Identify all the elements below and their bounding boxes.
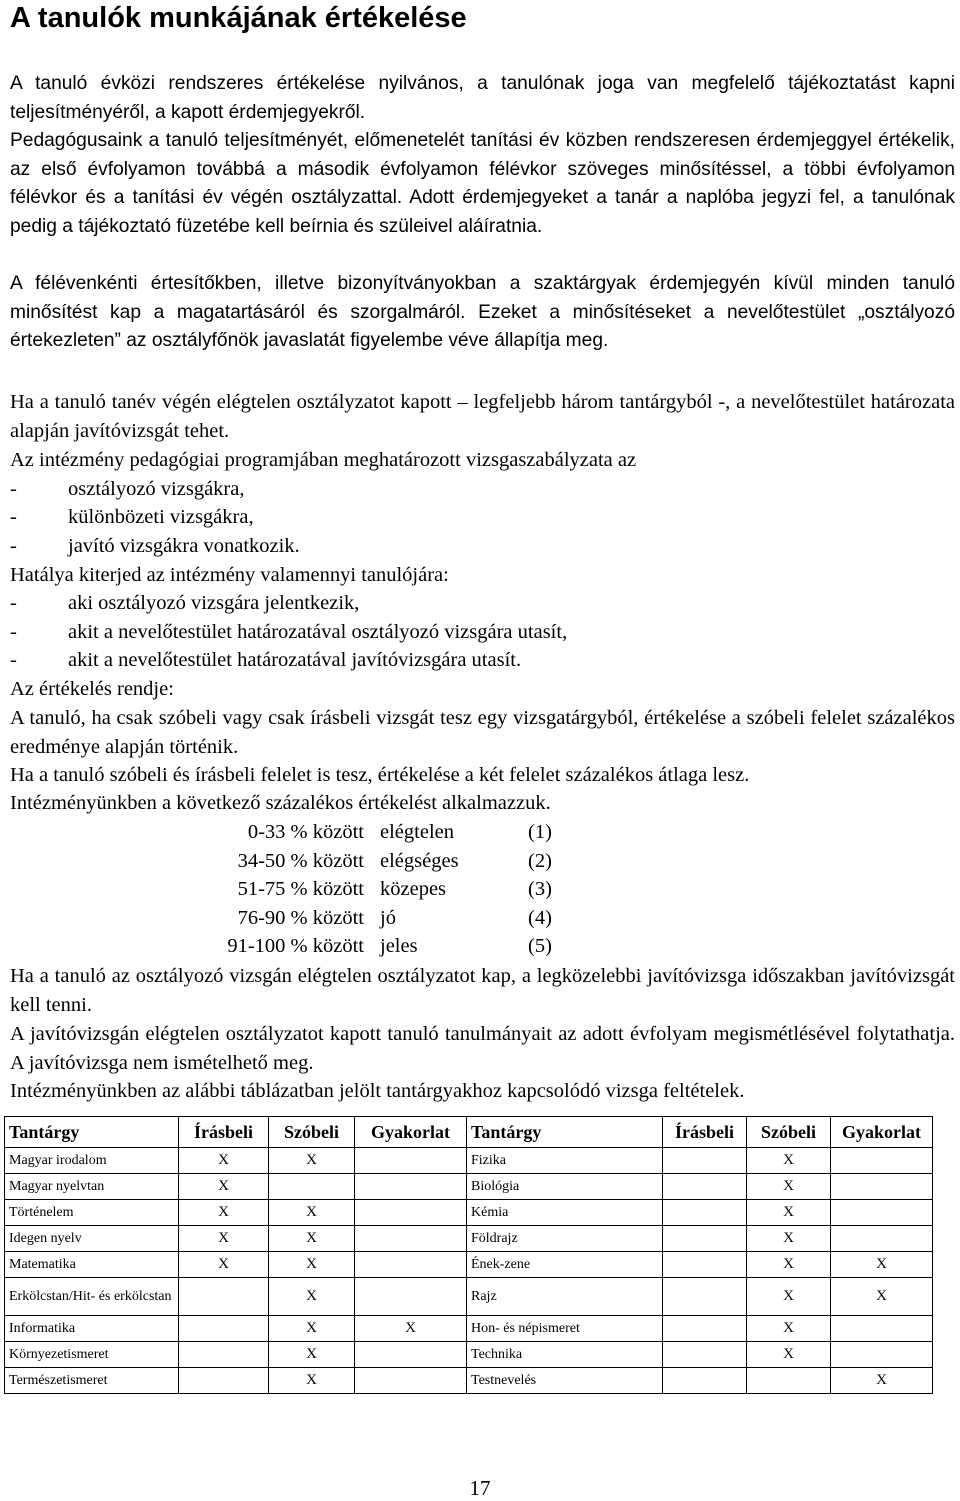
exam-type-item: - osztályozó vizsgákra, (10, 478, 245, 500)
exam-mark-cell (663, 1226, 747, 1252)
exam-mark-cell (831, 1148, 933, 1174)
exam-mark-cell (179, 1278, 269, 1316)
exam-mark-cell: X (747, 1148, 831, 1174)
exam-mark-cell (179, 1342, 269, 1368)
table-row (5, 1342, 933, 1368)
exam-mark-cell (663, 1174, 747, 1200)
subject-cell: Történelem (5, 1200, 179, 1226)
table-row (5, 1200, 933, 1226)
exam-mark-cell: X (355, 1316, 467, 1342)
exam-mark-cell (831, 1226, 933, 1252)
page-title: A tanulók munkájának értékelése (10, 2, 467, 34)
exam-type-item: - különbözeti vizsgákra, (10, 506, 254, 528)
paragraph-oral-or-written: A tanuló, ha csak szóbeli vagy csak írásbeli vizsgát tesz egy vizsgatárgyból, értékelése a szóbeli felelet százalékos eredménye alapján történik. (10, 707, 955, 758)
scope-item: - akit a nevelőtestület határozatával osztályozó vizsgára utasít, (10, 621, 568, 643)
exam-mark-cell: X (179, 1174, 269, 1200)
exam-mark-cell (831, 1342, 933, 1368)
subject-cell: Idegen nyelv (5, 1226, 179, 1252)
exam-mark-cell: X (831, 1368, 933, 1394)
exam-mark-cell (355, 1148, 467, 1174)
exam-mark-cell: X (179, 1226, 269, 1252)
exam-mark-cell: X (747, 1226, 831, 1252)
column-header: Gyakorlat (355, 1117, 467, 1148)
table-row (5, 1316, 933, 1342)
paragraph-repeat-year: A javítóvizsgán elégtelen osztályzatot kapott tanuló tanulmányait az adott évfolyam megismétlésével folytathatja. A javítóvizsga nem ismételhető meg. (10, 1023, 955, 1074)
paragraph-failing-grade: Ha a tanuló tanév végén elégtelen osztályzatot kapott – legfeljebb három tantárgyból -, a nevelőtestület határozata alapján javítóvizsgát tehet. (10, 391, 955, 442)
subject-cell: Ének-zene (467, 1252, 663, 1278)
exam-mark-cell (831, 1174, 933, 1200)
document-page: A tanulók munkájának értékelése A tanuló évközi rendszeres értékelése nyilvános, a tanulónak joga van megfelelő tájékoztatást kapni teljesítményéről, a kapott érdemjegyekről. Pedagógusaink a tanuló teljesítményét, előmenetelét tanítási év közben rendszeresen érdemjeggyel értékelik, az első évfolyamon továbbá a második évfolyamon félévkor szöveges minősítéssel, a többi évfolyamon félévkor és a tanítási év végén osztályzattal. Adott érdemjegyeket a tanár a naplóba jegyzi fel, a tanulónak pedig a tájékoztató füzetébe kell beírnia és szüleivel aláíratnia. A félévenkénti értesítőkben, illetve bizonyítványokban a szaktárgyak érdemjegyén kívül minden tanuló minősítést kap a magatartásáról és szorgalmáról. Ezeket a minősítéseket a nevelőtestület „osztályozó értekezleten” az osztályfőnök javaslatát figyelembe véve állapítja meg. Ha a tanuló tanév végén elégtelen osztályzatot kapott – legfeljebb három tantárgyból -, a nevelőtestület határozata alapján javítóvizsgát tehet. Az intézmény pedagógiai programjában meghatározott vizsgaszabályzata az - osztályozó vizsgákra, - különbözeti vizsgákra, - javító vizsgákra vonatkozik. Hatálya kiterjed az intézmény valamennyi tanulójára: - aki osztályozó vizsgára jelentkezik, - akit a nevelőtestület határozatával osztályozó vizsgára utasít, - akit a nevelőtestület határozatával javítóvizsgára utasít. Az értékelés rendje: A tanuló, ha csak szóbeli vagy csak írásbeli vizsgát tesz egy vizsgatárgyból, értékelése a szóbeli felelet százalékos eredménye alapján történik. Ha a tanuló szóbeli és írásbeli felelet is tesz, értékelése a két felelet százalékos átlaga lesz. Intézményünkben a következő százalékos értékelést alkalmazzuk. 0-33 % között elégtelen (1) 34-50 % között elégséges (2) 51-75 % között közepes (3) 76-90 % között jó (4) 91-100 % között jeles (5) Ha a tanuló az osztályozó vizsgán elégtelen osztályzatot kap, a legközelebbi javítóvizsga időszakban javítóvizsgát kell tenni. A javítóvizsgán elégtelen osztályzatot kapott tanuló tanulmányait az adott évfolyam megismétlésével folytathatja. A javítóvizsga nem ismételhető meg. Intézményünkben az alábbi táblázatban jelölt tantárgyakhoz kapcsolódó vizsga feltételek. Tantárgy Írásbeli Szóbeli Gyakorlat Tantárgy Írásbeli Szóbeli Gyakorlat Magyar irodalom X X Fizika X Magyar nyelvtan X Biológia X Történelem X X Kémia X Idegen nyelv X X Földrajz X Matematika X X Ének-zene X X Erkölcstan/Hit- és erkölcstan X Rajz X X Informatika X X Hon- és népismeret X Környezetismeret X Technika X Természetismeret X Testnevelés X 17 (0, 0, 960, 1500)
paragraph-semester-reports: A félévenkénti értesítőkben, illetve bizonyítványokban a szaktárgyak érdemjegyén kívül minden tanuló minősítést kap a magatartásáról és szorgalmáról. Ezeket a minősítéseket a nevelőtestület „osztályozó értekezleten” az osztályfőnök javaslatát figyelembe véve állapítja meg. (10, 273, 955, 352)
paragraph-retake: Ha a tanuló az osztályozó vizsgán elégtelen osztályzatot kap, a legközelebbi javítóvizsga időszakban javítóvizsgát kell tenni. (10, 965, 955, 1016)
exam-mark-cell: X (269, 1226, 355, 1252)
subject-cell: Környezetismeret (5, 1342, 179, 1368)
exam-mark-cell: X (269, 1342, 355, 1368)
exam-mark-cell (355, 1200, 467, 1226)
paragraph-teacher-grading: Pedagógusaink a tanuló teljesítményét, előmenetelét tanítási év közben rendszeresen érdemjeggyel értékelik, az első évfolyamon továbbá a második évfolyamon félévkor szöveges minősítéssel, a többi évfolyamon félévkor és a tanítási év végén osztályzattal. Adott érdemjegyeket a tanár a naplóba jegyzi fel, a tanulónak pedig a tájékoztató füzetébe kell beírnia és szüleivel aláíratnia. (10, 130, 955, 237)
exam-mark-cell: X (269, 1252, 355, 1278)
exam-mark-cell: X (747, 1252, 831, 1278)
column-header: Szóbeli (269, 1117, 355, 1148)
exam-mark-cell: X (269, 1200, 355, 1226)
exam-mark-cell: X (747, 1200, 831, 1226)
table-row (5, 1368, 933, 1394)
subject-cell: Magyar nyelvtan (5, 1174, 179, 1200)
exam-mark-cell (355, 1226, 467, 1252)
exam-mark-cell: X (747, 1316, 831, 1342)
paragraph-both-exams: Ha a tanuló szóbeli és írásbeli felelet is tesz, értékelése a két felelet százalékos átlaga lesz. (10, 764, 750, 786)
subject-cell: Rajz (467, 1278, 663, 1316)
exam-mark-cell (355, 1174, 467, 1200)
subject-cell: Földrajz (467, 1226, 663, 1252)
subject-cell: Biológia (467, 1174, 663, 1200)
evaluation-order-title: Az értékelés rendje: (10, 678, 174, 700)
exam-conditions-table (4, 1116, 933, 1394)
exam-mark-cell: X (747, 1278, 831, 1316)
exam-mark-cell: X (747, 1174, 831, 1200)
exam-mark-cell (179, 1316, 269, 1342)
subject-cell: Magyar irodalom (5, 1148, 179, 1174)
subject-cell: Hon- és népismeret (467, 1316, 663, 1342)
exam-mark-cell (831, 1200, 933, 1226)
subject-cell: Technika (467, 1342, 663, 1368)
exam-mark-cell (663, 1368, 747, 1394)
exam-mark-cell (663, 1342, 747, 1368)
table-row (5, 1174, 933, 1200)
exam-mark-cell: X (179, 1148, 269, 1174)
exam-mark-cell: X (831, 1252, 933, 1278)
paragraph-public-evaluation: A tanuló évközi rendszeres értékelése nyilvános, a tanulónak joga van megfelelő tájékoztatást kapni teljesítményéről, a kapott érdemjegyekről. (10, 73, 955, 123)
exam-mark-cell: X (269, 1316, 355, 1342)
column-header: Írásbeli (179, 1117, 269, 1148)
exam-mark-cell: X (269, 1148, 355, 1174)
exam-mark-cell (663, 1148, 747, 1174)
exam-rules-intro: Az intézmény pedagógiai programjában meghatározott vizsgaszabályzata az (10, 449, 637, 471)
scope-item: - aki osztályozó vizsgára jelentkezik, (10, 592, 360, 614)
subject-cell: Testnevelés (467, 1368, 663, 1394)
scope-item: - akit a nevelőtestület határozatával javítóvizsgára utasít. (10, 649, 522, 671)
exam-mark-cell: X (179, 1200, 269, 1226)
exam-mark-cell (179, 1368, 269, 1394)
table-row (5, 1252, 933, 1278)
exam-mark-cell (663, 1316, 747, 1342)
exam-mark-cell (663, 1200, 747, 1226)
paragraph-table-intro: Intézményünkben az alábbi táblázatban jelölt tantárgyakhoz kapcsolódó vizsga feltételek. (10, 1080, 745, 1102)
subject-cell: Fizika (467, 1148, 663, 1174)
table-row (5, 1148, 933, 1174)
exam-mark-cell: X (269, 1368, 355, 1394)
subject-cell: Természetismeret (5, 1368, 179, 1394)
exam-mark-cell: X (831, 1278, 933, 1316)
exam-mark-cell (663, 1252, 747, 1278)
table-header-row (5, 1117, 933, 1148)
column-header: Szóbeli (747, 1117, 831, 1148)
table-row (5, 1278, 933, 1316)
column-header: Írásbeli (663, 1117, 747, 1148)
exam-mark-cell (355, 1278, 467, 1316)
table-row (5, 1226, 933, 1252)
page-number: 17 (469, 1476, 491, 1500)
paragraph-percent-intro: Intézményünkben a következő százalékos értékelést alkalmazzuk. (10, 792, 551, 814)
exam-mark-cell (355, 1342, 467, 1368)
exam-mark-cell (663, 1278, 747, 1316)
exam-mark-cell (355, 1368, 467, 1394)
exam-mark-cell (747, 1368, 831, 1394)
exam-mark-cell (355, 1252, 467, 1278)
subject-cell: Matematika (5, 1252, 179, 1278)
exam-type-item: - javító vizsgákra vonatkozik. (10, 535, 300, 557)
subject-cell: Informatika (5, 1316, 179, 1342)
exam-mark-cell: X (269, 1278, 355, 1316)
column-header: Tantárgy (5, 1117, 179, 1148)
column-header: Gyakorlat (831, 1117, 933, 1148)
subject-cell: Erkölcstan/Hit- és erkölcstan (5, 1278, 179, 1316)
exam-mark-cell (269, 1174, 355, 1200)
scope-intro: Hatálya kiterjed az intézmény valamennyi tanulójára: (10, 564, 449, 586)
exam-mark-cell: X (747, 1342, 831, 1368)
subject-cell: Kémia (467, 1200, 663, 1226)
exam-mark-cell: X (179, 1252, 269, 1278)
column-header: Tantárgy (467, 1117, 663, 1148)
exam-mark-cell (831, 1316, 933, 1342)
